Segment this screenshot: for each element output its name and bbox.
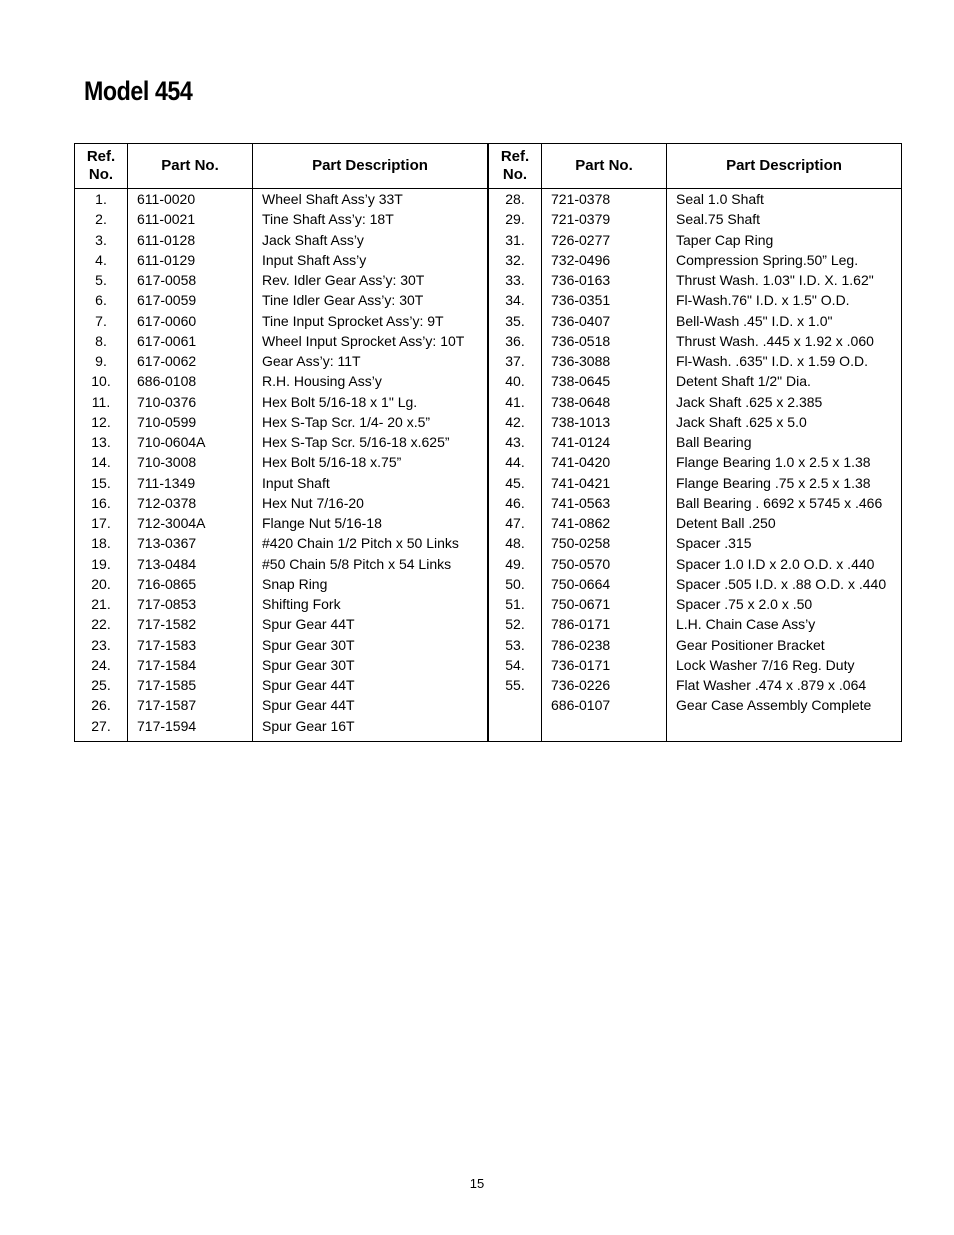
part-no-cell: 750-0671 <box>542 594 667 614</box>
ref-no-cell: 18. <box>75 533 128 553</box>
part-no-cell: 716-0865 <box>128 574 253 594</box>
table-row <box>75 452 902 472</box>
table-row <box>75 412 902 432</box>
part-no-cell: 736-0351 <box>542 290 667 310</box>
part-no-cell: 721-0378 <box>542 189 667 210</box>
part-no-cell: 741-0421 <box>542 473 667 493</box>
part-no-cell: 717-1585 <box>128 675 253 695</box>
part-description-cell: Gear Case Assembly Complete <box>667 695 902 715</box>
part-description-cell: R.H. Housing Ass’y <box>253 371 489 391</box>
part-no-cell: 726-0277 <box>542 230 667 250</box>
part-no-cell: 617-0062 <box>128 351 253 371</box>
table-row <box>75 675 902 695</box>
parts-table <box>74 143 902 742</box>
part-no-cell: 736-3088 <box>542 351 667 371</box>
part-no-cell: 717-1583 <box>128 635 253 655</box>
part-no-cell: 712-3004A <box>128 513 253 533</box>
header-ref-no: Ref. No. <box>75 144 128 189</box>
table-row <box>75 290 902 310</box>
table-row <box>75 594 902 614</box>
part-no-cell: 611-0129 <box>128 250 253 270</box>
part-description-cell: Tine Idler Gear Ass’y: 30T <box>253 290 489 310</box>
part-no-cell: 710-0604A <box>128 432 253 452</box>
ref-no-cell: 33. <box>488 270 542 290</box>
table-row <box>75 270 902 290</box>
table-row <box>75 230 902 250</box>
part-no-cell: 711-1349 <box>128 473 253 493</box>
part-no-cell: 736-0163 <box>542 270 667 290</box>
ref-no-cell: 26. <box>75 695 128 715</box>
part-description-cell: Spur Gear 16T <box>253 716 489 742</box>
part-description-cell: Gear Positioner Bracket <box>667 635 902 655</box>
ref-no-cell: 20. <box>75 574 128 594</box>
part-no-cell: 741-0862 <box>542 513 667 533</box>
ref-no-cell: 49. <box>488 554 542 574</box>
part-no-cell: 738-0648 <box>542 392 667 412</box>
table-row <box>75 554 902 574</box>
part-description-cell: Spacer 1.0 I.D x 2.0 O.D. x .440 <box>667 554 902 574</box>
ref-no-cell: 35. <box>488 311 542 331</box>
part-no-cell: 717-1584 <box>128 655 253 675</box>
ref-no-cell: 15. <box>75 473 128 493</box>
ref-no-cell: 42. <box>488 412 542 432</box>
table-row <box>75 655 902 675</box>
ref-no-cell: 29. <box>488 209 542 229</box>
table-row <box>75 716 902 742</box>
header-part-no: Part No. <box>542 144 667 189</box>
part-no-cell: 617-0058 <box>128 270 253 290</box>
table-row <box>75 311 902 331</box>
ref-no-cell: 25. <box>75 675 128 695</box>
part-no-cell: 710-3008 <box>128 452 253 472</box>
part-description-cell: Lock Washer 7/16 Reg. Duty <box>667 655 902 675</box>
page-title: Model 454 <box>84 76 193 106</box>
part-description-cell: Wheel Input Sprocket Ass’y: 10T <box>253 331 489 351</box>
table-row <box>75 635 902 655</box>
part-no-cell: 721-0379 <box>542 209 667 229</box>
ref-no-cell <box>488 716 542 742</box>
part-no-cell: 736-0226 <box>542 675 667 695</box>
table-row <box>75 533 902 553</box>
ref-no-cell: 12. <box>75 412 128 432</box>
part-description-cell: Compression Spring.50” Leg. <box>667 250 902 270</box>
part-description-cell: Spur Gear 30T <box>253 655 489 675</box>
part-description-cell: Spur Gear 30T <box>253 635 489 655</box>
ref-no-cell: 1. <box>75 189 128 210</box>
part-description-cell: Flange Bearing 1.0 x 2.5 x 1.38 <box>667 452 902 472</box>
part-description-cell: Spur Gear 44T <box>253 614 489 634</box>
part-no-cell: 717-0853 <box>128 594 253 614</box>
ref-no-cell: 40. <box>488 371 542 391</box>
part-description-cell: Flange Bearing .75 x 2.5 x 1.38 <box>667 473 902 493</box>
ref-no-cell: 34. <box>488 290 542 310</box>
ref-no-cell: 23. <box>75 635 128 655</box>
part-description-cell: Ball Bearing <box>667 432 902 452</box>
ref-no-cell: 28. <box>488 189 542 210</box>
page-number: 15 <box>469 1176 485 1191</box>
part-no-cell: 750-0258 <box>542 533 667 553</box>
part-no-cell: 617-0060 <box>128 311 253 331</box>
part-no-cell: 686-0107 <box>542 695 667 715</box>
part-no-cell: 741-0124 <box>542 432 667 452</box>
part-description-cell: Ball Bearing . 6692 x 5745 x .466 <box>667 493 902 513</box>
part-description-cell: Thrust Wash. .445 x 1.92 x .060 <box>667 331 902 351</box>
part-description-cell: Spacer .315 <box>667 533 902 553</box>
ref-no-cell: 5. <box>75 270 128 290</box>
table-row <box>75 371 902 391</box>
part-description-cell: Shifting Fork <box>253 594 489 614</box>
table-row <box>75 493 902 513</box>
table-row <box>75 209 902 229</box>
part-no-cell: 717-1582 <box>128 614 253 634</box>
part-no-cell: 712-0378 <box>128 493 253 513</box>
part-description-cell: Gear Ass’y: 11T <box>253 351 489 371</box>
part-description-cell: Spacer .75 x 2.0 x .50 <box>667 594 902 614</box>
ref-no-cell: 53. <box>488 635 542 655</box>
part-description-cell: Jack Shaft .625 x 5.0 <box>667 412 902 432</box>
part-description-cell: Thrust Wash. 1.03" I.D. X. 1.62" <box>667 270 902 290</box>
part-no-cell: 710-0599 <box>128 412 253 432</box>
table-row <box>75 250 902 270</box>
part-no-cell: 736-0407 <box>542 311 667 331</box>
part-no-cell: 732-0496 <box>542 250 667 270</box>
part-no-cell: 611-0021 <box>128 209 253 229</box>
part-no-cell: 686-0108 <box>128 371 253 391</box>
table-row <box>75 331 902 351</box>
part-no-cell: 741-0563 <box>542 493 667 513</box>
part-no-cell: 736-0171 <box>542 655 667 675</box>
ref-no-cell: 16. <box>75 493 128 513</box>
part-description-cell: L.H. Chain Case Ass’y <box>667 614 902 634</box>
part-no-cell: 717-1587 <box>128 695 253 715</box>
header-part-no: Part No. <box>128 144 253 189</box>
table-row <box>75 473 902 493</box>
part-description-cell: Detent Ball .250 <box>667 513 902 533</box>
part-description-cell: Fl-Wash. .635" I.D. x 1.59 O.D. <box>667 351 902 371</box>
part-no-cell: 617-0061 <box>128 331 253 351</box>
ref-no-cell: 54. <box>488 655 542 675</box>
ref-no-cell: 11. <box>75 392 128 412</box>
ref-no-cell: 24. <box>75 655 128 675</box>
table-body <box>75 189 902 742</box>
ref-no-cell <box>488 695 542 715</box>
part-description-cell: Jack Shaft .625 x 2.385 <box>667 392 902 412</box>
part-no-cell: 786-0238 <box>542 635 667 655</box>
table-row <box>75 351 902 371</box>
ref-no-cell: 47. <box>488 513 542 533</box>
part-description-cell: Seal.75 Shaft <box>667 209 902 229</box>
part-description-cell <box>667 716 902 742</box>
ref-no-cell: 31. <box>488 230 542 250</box>
table-row <box>75 432 902 452</box>
ref-no-cell: 50. <box>488 574 542 594</box>
part-no-cell: 713-0367 <box>128 533 253 553</box>
part-no-cell <box>542 716 667 742</box>
part-description-cell: Flange Nut 5/16-18 <box>253 513 489 533</box>
ref-no-cell: 46. <box>488 493 542 513</box>
ref-no-cell: 3. <box>75 230 128 250</box>
part-description-cell: Rev. Idler Gear Ass’y: 30T <box>253 270 489 290</box>
header-ref-no: Ref. No. <box>488 144 542 189</box>
ref-no-cell: 41. <box>488 392 542 412</box>
part-description-cell: Jack Shaft Ass’y <box>253 230 489 250</box>
part-description-cell: Hex S-Tap Scr. 1/4- 20 x.5” <box>253 412 489 432</box>
ref-no-cell: 17. <box>75 513 128 533</box>
part-description-cell: Hex Bolt 5/16-18 x 1" Lg. <box>253 392 489 412</box>
ref-no-cell: 48. <box>488 533 542 553</box>
part-description-cell: Snap Ring <box>253 574 489 594</box>
ref-no-cell: 2. <box>75 209 128 229</box>
part-no-cell: 741-0420 <box>542 452 667 472</box>
part-description-cell: Taper Cap Ring <box>667 230 902 250</box>
part-no-cell: 750-0570 <box>542 554 667 574</box>
part-no-cell: 617-0059 <box>128 290 253 310</box>
header-part-description: Part Description <box>667 144 902 189</box>
part-no-cell: 717-1594 <box>128 716 253 742</box>
part-description-cell: Hex Bolt 5/16-18 x.75” <box>253 452 489 472</box>
ref-no-cell: 32. <box>488 250 542 270</box>
part-no-cell: 736-0518 <box>542 331 667 351</box>
ref-no-cell: 19. <box>75 554 128 574</box>
part-no-cell: 738-1013 <box>542 412 667 432</box>
part-description-cell: Input Shaft Ass’y <box>253 250 489 270</box>
part-description-cell: #420 Chain 1/2 Pitch x 50 Links <box>253 533 489 553</box>
table-row <box>75 614 902 634</box>
part-description-cell: Flat Washer .474 x .879 x .064 <box>667 675 902 695</box>
table-row <box>75 513 902 533</box>
table-row <box>75 392 902 412</box>
table-row <box>75 574 902 594</box>
part-description-cell: Detent Shaft 1/2" Dia. <box>667 371 902 391</box>
ref-no-cell: 43. <box>488 432 542 452</box>
part-no-cell: 738-0645 <box>542 371 667 391</box>
part-description-cell: Tine Shaft Ass’y: 18T <box>253 209 489 229</box>
ref-no-cell: 27. <box>75 716 128 742</box>
part-description-cell: Tine Input Sprocket Ass’y: 9T <box>253 311 489 331</box>
part-description-cell: Wheel Shaft Ass’y 33T <box>253 189 489 210</box>
ref-no-cell: 44. <box>488 452 542 472</box>
ref-no-cell: 10. <box>75 371 128 391</box>
part-description-cell: Bell-Wash .45" I.D. x 1.0" <box>667 311 902 331</box>
part-no-cell: 611-0020 <box>128 189 253 210</box>
part-description-cell: #50 Chain 5/8 Pitch x 54 Links <box>253 554 489 574</box>
ref-no-cell: 21. <box>75 594 128 614</box>
part-no-cell: 750-0664 <box>542 574 667 594</box>
part-description-cell: Input Shaft <box>253 473 489 493</box>
header-part-description: Part Description <box>253 144 489 189</box>
part-description-cell: Spur Gear 44T <box>253 675 489 695</box>
ref-no-cell: 6. <box>75 290 128 310</box>
part-description-cell: Seal 1.0 Shaft <box>667 189 902 210</box>
ref-no-cell: 9. <box>75 351 128 371</box>
ref-no-cell: 8. <box>75 331 128 351</box>
part-description-cell: Hex Nut 7/16-20 <box>253 493 489 513</box>
ref-no-cell: 13. <box>75 432 128 452</box>
part-no-cell: 611-0128 <box>128 230 253 250</box>
part-no-cell: 786-0171 <box>542 614 667 634</box>
ref-no-cell: 52. <box>488 614 542 634</box>
ref-no-cell: 36. <box>488 331 542 351</box>
part-no-cell: 710-0376 <box>128 392 253 412</box>
part-description-cell: Fl-Wash.76" I.D. x 1.5" O.D. <box>667 290 902 310</box>
table-header-row <box>75 144 902 189</box>
part-description-cell: Hex S-Tap Scr. 5/16-18 x.625” <box>253 432 489 452</box>
ref-no-cell: 14. <box>75 452 128 472</box>
part-description-cell: Spur Gear 44T <box>253 695 489 715</box>
ref-no-cell: 51. <box>488 594 542 614</box>
part-no-cell: 713-0484 <box>128 554 253 574</box>
table-row <box>75 695 902 715</box>
ref-no-cell: 55. <box>488 675 542 695</box>
ref-no-cell: 22. <box>75 614 128 634</box>
part-description-cell: Spacer .505 I.D. x .88 O.D. x .440 <box>667 574 902 594</box>
ref-no-cell: 7. <box>75 311 128 331</box>
ref-no-cell: 4. <box>75 250 128 270</box>
ref-no-cell: 45. <box>488 473 542 493</box>
table-row <box>75 189 902 210</box>
ref-no-cell: 37. <box>488 351 542 371</box>
